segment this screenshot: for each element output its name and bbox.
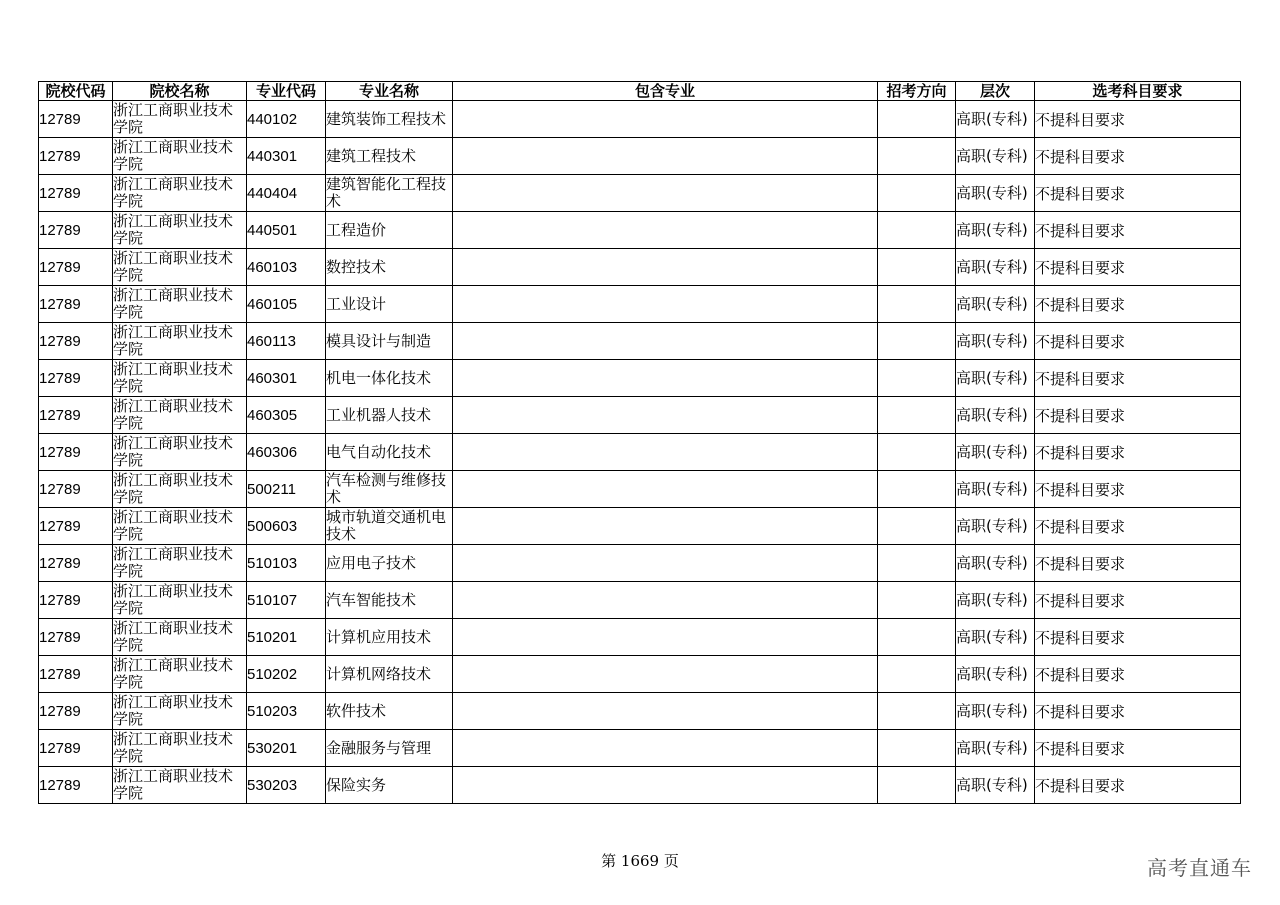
header-level: 层次 <box>956 82 1035 101</box>
cell-school-code: 12789 <box>39 434 113 471</box>
cell-school-name: 浙江工商职业技术学院 <box>113 619 247 656</box>
cell-included-majors <box>453 323 878 360</box>
table-row <box>39 434 1241 471</box>
cell-major-name: 工业设计 <box>326 286 453 323</box>
cell-major-code: 510107 <box>247 582 326 619</box>
cell-school-code: 12789 <box>39 138 113 175</box>
cell-major-code: 460305 <box>247 397 326 434</box>
cell-included-majors <box>453 619 878 656</box>
cell-subject-requirement: 不提科目要求 <box>1035 360 1241 397</box>
cell-school-name: 浙江工商职业技术学院 <box>113 138 247 175</box>
cell-major-code: 440501 <box>247 212 326 249</box>
table-row <box>39 471 1241 508</box>
cell-major-name: 电气自动化技术 <box>326 434 453 471</box>
cell-school-code: 12789 <box>39 730 113 767</box>
cell-major-code: 460306 <box>247 434 326 471</box>
cell-level: 高职(专科) <box>956 101 1035 138</box>
cell-school-code: 12789 <box>39 397 113 434</box>
cell-level: 高职(专科) <box>956 582 1035 619</box>
cell-major-name: 保险实务 <box>326 767 453 804</box>
cell-subject-requirement: 不提科目要求 <box>1035 508 1241 545</box>
cell-direction <box>878 434 956 471</box>
header-school-code: 院校代码 <box>39 82 113 101</box>
cell-school-name: 浙江工商职业技术学院 <box>113 471 247 508</box>
cell-school-code: 12789 <box>39 101 113 138</box>
table-row <box>39 545 1241 582</box>
cell-direction <box>878 582 956 619</box>
cell-major-code: 460113 <box>247 323 326 360</box>
cell-school-code: 12789 <box>39 767 113 804</box>
cell-direction <box>878 212 956 249</box>
cell-major-code: 510202 <box>247 656 326 693</box>
cell-direction <box>878 656 956 693</box>
table-row <box>39 212 1241 249</box>
cell-major-code: 460301 <box>247 360 326 397</box>
cell-level: 高职(专科) <box>956 286 1035 323</box>
table-row <box>39 730 1241 767</box>
cell-major-code: 510203 <box>247 693 326 730</box>
cell-school-name: 浙江工商职业技术学院 <box>113 212 247 249</box>
table-header <box>39 82 1241 101</box>
cell-school-name: 浙江工商职业技术学院 <box>113 434 247 471</box>
cell-school-name: 浙江工商职业技术学院 <box>113 693 247 730</box>
cell-school-code: 12789 <box>39 471 113 508</box>
cell-direction <box>878 101 956 138</box>
cell-level: 高职(专科) <box>956 656 1035 693</box>
cell-school-code: 12789 <box>39 175 113 212</box>
cell-level: 高职(专科) <box>956 767 1035 804</box>
table-row <box>39 101 1241 138</box>
cell-level: 高职(专科) <box>956 619 1035 656</box>
cell-level: 高职(专科) <box>956 693 1035 730</box>
cell-subject-requirement: 不提科目要求 <box>1035 101 1241 138</box>
cell-school-name: 浙江工商职业技术学院 <box>113 397 247 434</box>
table-body <box>39 101 1241 804</box>
cell-major-code: 510201 <box>247 619 326 656</box>
cell-school-name: 浙江工商职业技术学院 <box>113 175 247 212</box>
cell-major-name: 模具设计与制造 <box>326 323 453 360</box>
cell-subject-requirement: 不提科目要求 <box>1035 582 1241 619</box>
cell-school-name: 浙江工商职业技术学院 <box>113 323 247 360</box>
table-row <box>39 249 1241 286</box>
cell-subject-requirement: 不提科目要求 <box>1035 471 1241 508</box>
cell-level: 高职(专科) <box>956 249 1035 286</box>
watermark-text: 高考直通车 <box>1147 856 1252 880</box>
cell-included-majors <box>453 508 878 545</box>
cell-subject-requirement: 不提科目要求 <box>1035 619 1241 656</box>
header-included-majors: 包含专业 <box>453 82 878 101</box>
cell-school-code: 12789 <box>39 619 113 656</box>
cell-subject-requirement: 不提科目要求 <box>1035 138 1241 175</box>
table-row <box>39 397 1241 434</box>
cell-subject-requirement: 不提科目要求 <box>1035 767 1241 804</box>
cell-major-name: 计算机网络技术 <box>326 656 453 693</box>
cell-subject-requirement: 不提科目要求 <box>1035 693 1241 730</box>
cell-major-code: 500603 <box>247 508 326 545</box>
cell-school-name: 浙江工商职业技术学院 <box>113 249 247 286</box>
cell-major-code: 440102 <box>247 101 326 138</box>
cell-included-majors <box>453 101 878 138</box>
cell-school-code: 12789 <box>39 212 113 249</box>
cell-included-majors <box>453 434 878 471</box>
cell-direction <box>878 286 956 323</box>
cell-included-majors <box>453 693 878 730</box>
table-row <box>39 508 1241 545</box>
cell-included-majors <box>453 249 878 286</box>
cell-school-name: 浙江工商职业技术学院 <box>113 101 247 138</box>
cell-school-name: 浙江工商职业技术学院 <box>113 582 247 619</box>
cell-major-name: 汽车检测与维修技术 <box>326 471 453 508</box>
cell-major-name: 应用电子技术 <box>326 545 453 582</box>
cell-level: 高职(专科) <box>956 508 1035 545</box>
cell-level: 高职(专科) <box>956 397 1035 434</box>
cell-school-code: 12789 <box>39 656 113 693</box>
cell-school-name: 浙江工商职业技术学院 <box>113 360 247 397</box>
cell-included-majors <box>453 397 878 434</box>
cell-included-majors <box>453 175 878 212</box>
cell-direction <box>878 508 956 545</box>
cell-subject-requirement: 不提科目要求 <box>1035 434 1241 471</box>
cell-included-majors <box>453 545 878 582</box>
cell-subject-requirement: 不提科目要求 <box>1035 286 1241 323</box>
cell-included-majors <box>453 471 878 508</box>
table-row <box>39 693 1241 730</box>
cell-included-majors <box>453 360 878 397</box>
cell-subject-requirement: 不提科目要求 <box>1035 249 1241 286</box>
table-row <box>39 656 1241 693</box>
cell-school-name: 浙江工商职业技术学院 <box>113 767 247 804</box>
cell-major-code: 530201 <box>247 730 326 767</box>
header-direction: 招考方向 <box>878 82 956 101</box>
cell-subject-requirement: 不提科目要求 <box>1035 323 1241 360</box>
cell-subject-requirement: 不提科目要求 <box>1035 730 1241 767</box>
cell-school-code: 12789 <box>39 582 113 619</box>
table-row <box>39 360 1241 397</box>
cell-included-majors <box>453 212 878 249</box>
header-major-code: 专业代码 <box>247 82 326 101</box>
cell-school-name: 浙江工商职业技术学院 <box>113 286 247 323</box>
cell-major-code: 460103 <box>247 249 326 286</box>
cell-major-code: 440301 <box>247 138 326 175</box>
header-major-name: 专业名称 <box>326 82 453 101</box>
table-row <box>39 582 1241 619</box>
header-school-name: 院校名称 <box>113 82 247 101</box>
cell-major-name: 汽车智能技术 <box>326 582 453 619</box>
cell-major-name: 建筑装饰工程技术 <box>326 101 453 138</box>
cell-level: 高职(专科) <box>956 360 1035 397</box>
cell-level: 高职(专科) <box>956 545 1035 582</box>
cell-major-code: 510103 <box>247 545 326 582</box>
cell-included-majors <box>453 730 878 767</box>
cell-major-code: 440404 <box>247 175 326 212</box>
cell-included-majors <box>453 582 878 619</box>
cell-level: 高职(专科) <box>956 212 1035 249</box>
cell-subject-requirement: 不提科目要求 <box>1035 545 1241 582</box>
cell-major-name: 金融服务与管理 <box>326 730 453 767</box>
cell-included-majors <box>453 286 878 323</box>
cell-school-code: 12789 <box>39 360 113 397</box>
cell-school-code: 12789 <box>39 249 113 286</box>
table-row <box>39 323 1241 360</box>
cell-direction <box>878 767 956 804</box>
cell-direction <box>878 545 956 582</box>
table-row <box>39 619 1241 656</box>
cell-major-name: 建筑工程技术 <box>326 138 453 175</box>
page-number: 第 1669 页 <box>601 852 679 870</box>
cell-level: 高职(专科) <box>956 175 1035 212</box>
cell-direction <box>878 138 956 175</box>
cell-included-majors <box>453 767 878 804</box>
table-row <box>39 767 1241 804</box>
cell-included-majors <box>453 656 878 693</box>
cell-major-name: 计算机应用技术 <box>326 619 453 656</box>
cell-subject-requirement: 不提科目要求 <box>1035 175 1241 212</box>
header-row <box>39 82 1241 101</box>
cell-subject-requirement: 不提科目要求 <box>1035 397 1241 434</box>
cell-major-name: 工程造价 <box>326 212 453 249</box>
cell-major-name: 软件技术 <box>326 693 453 730</box>
cell-major-name: 机电一体化技术 <box>326 360 453 397</box>
cell-direction <box>878 249 956 286</box>
cell-direction <box>878 471 956 508</box>
cell-major-name: 工业机器人技术 <box>326 397 453 434</box>
cell-level: 高职(专科) <box>956 323 1035 360</box>
cell-major-code: 500211 <box>247 471 326 508</box>
cell-major-name: 数控技术 <box>326 249 453 286</box>
cell-level: 高职(专科) <box>956 434 1035 471</box>
cell-school-code: 12789 <box>39 286 113 323</box>
header-subject-requirement: 选考科目要求 <box>1035 82 1241 101</box>
cell-major-code: 460105 <box>247 286 326 323</box>
table-row <box>39 175 1241 212</box>
cell-school-code: 12789 <box>39 693 113 730</box>
table-row <box>39 286 1241 323</box>
cell-level: 高职(专科) <box>956 471 1035 508</box>
cell-direction <box>878 175 956 212</box>
cell-level: 高职(专科) <box>956 138 1035 175</box>
cell-direction <box>878 619 956 656</box>
cell-direction <box>878 693 956 730</box>
cell-major-name: 建筑智能化工程技术 <box>326 175 453 212</box>
cell-direction <box>878 730 956 767</box>
cell-direction <box>878 323 956 360</box>
table-row <box>39 138 1241 175</box>
cell-school-code: 12789 <box>39 508 113 545</box>
cell-major-name: 城市轨道交通机电技术 <box>326 508 453 545</box>
cell-major-code: 530203 <box>247 767 326 804</box>
cell-direction <box>878 360 956 397</box>
cell-school-code: 12789 <box>39 323 113 360</box>
cell-level: 高职(专科) <box>956 730 1035 767</box>
cell-school-name: 浙江工商职业技术学院 <box>113 656 247 693</box>
admissions-table <box>38 81 1241 804</box>
cell-school-name: 浙江工商职业技术学院 <box>113 730 247 767</box>
cell-included-majors <box>453 138 878 175</box>
cell-subject-requirement: 不提科目要求 <box>1035 212 1241 249</box>
cell-subject-requirement: 不提科目要求 <box>1035 656 1241 693</box>
cell-school-code: 12789 <box>39 545 113 582</box>
cell-direction <box>878 397 956 434</box>
cell-school-name: 浙江工商职业技术学院 <box>113 545 247 582</box>
cell-school-name: 浙江工商职业技术学院 <box>113 508 247 545</box>
